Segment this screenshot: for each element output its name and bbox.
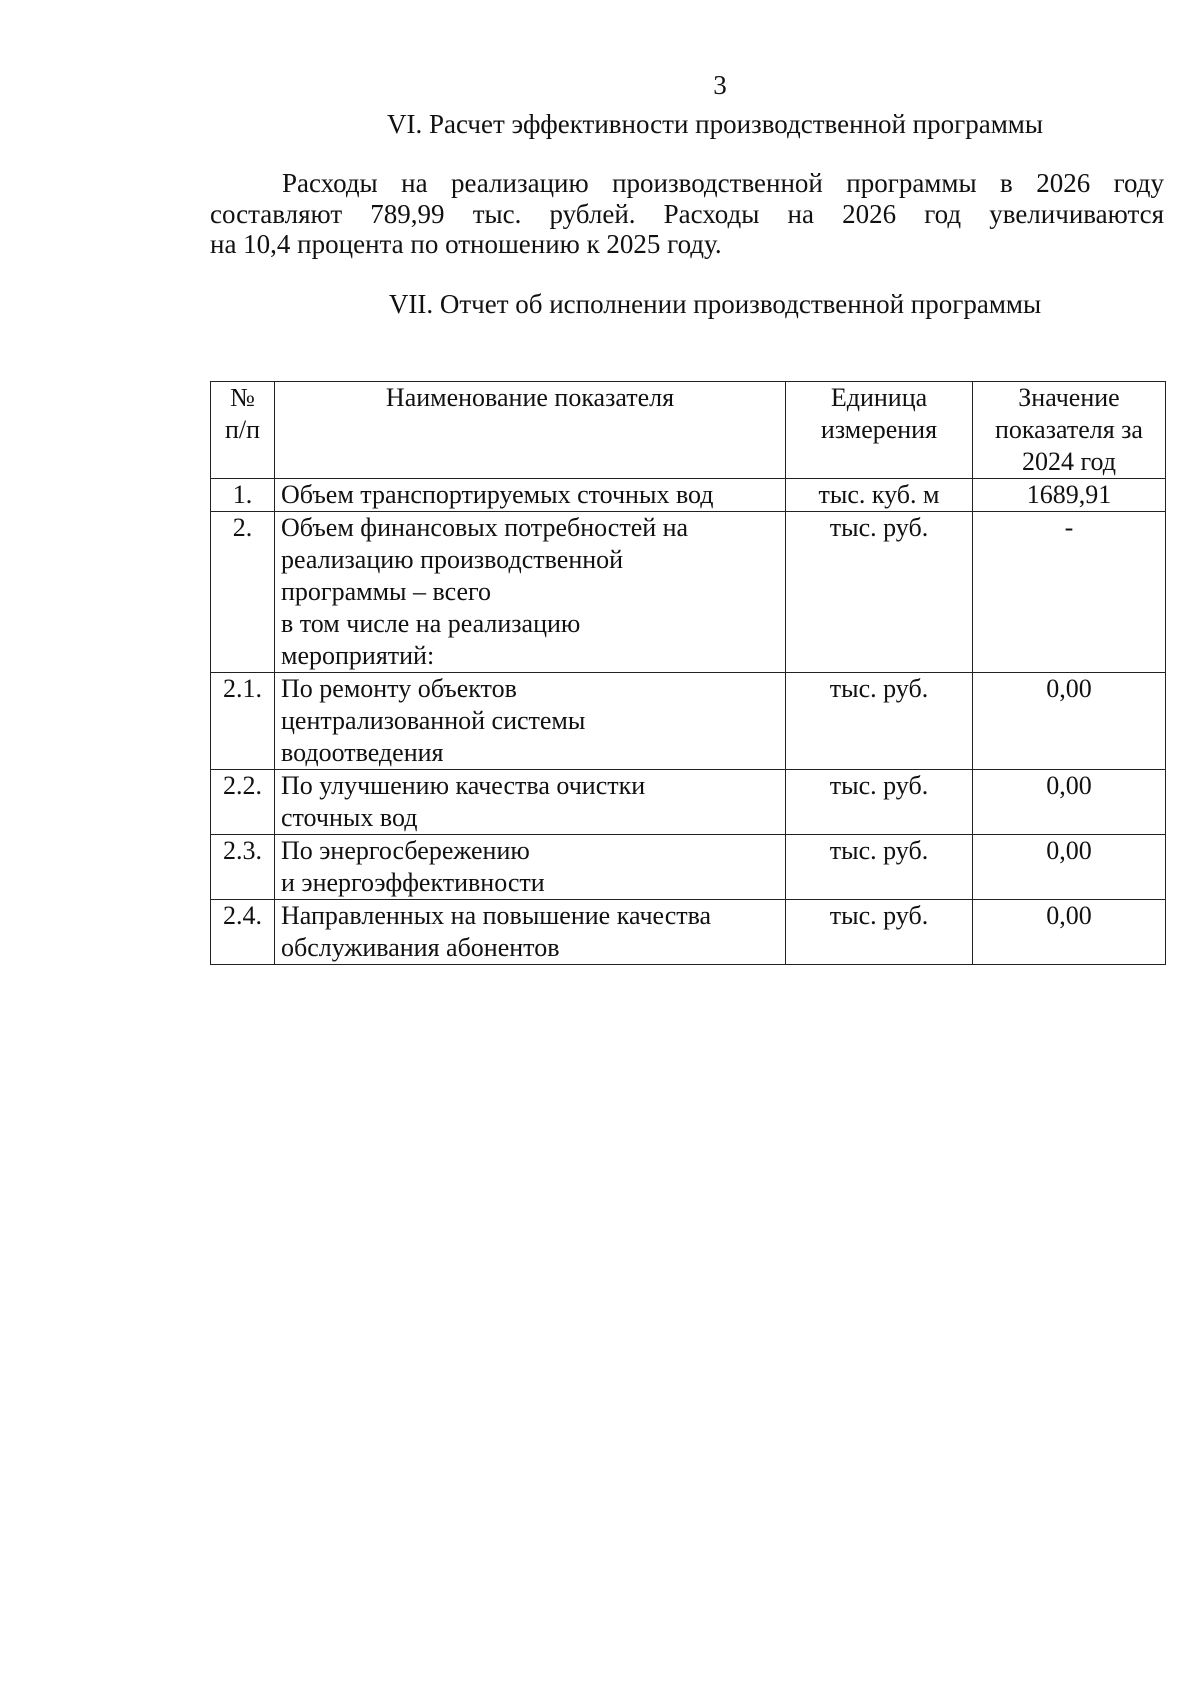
row-name: Направленных на повышение качества обслуживания абонентов: [275, 900, 786, 965]
section-7-title: VII. Отчет об исполнении производственной программы: [388, 289, 1042, 319]
row-num: 2.1.: [211, 673, 275, 770]
row-num: 1.: [211, 479, 275, 512]
row-num: 2.3.: [211, 835, 275, 900]
section-6-title: VI. Расчет эффективности производственной программы: [386, 109, 1043, 139]
row-value: 0,00: [973, 900, 1166, 965]
table-header-row: [211, 382, 1166, 479]
row-value: 0,00: [973, 770, 1166, 835]
table-row: [211, 770, 1166, 835]
row-unit: тыс. руб.: [786, 770, 973, 835]
row-name: По энергосбережению и энергоэффективности: [275, 835, 786, 900]
header-name: Наименование показателя: [275, 382, 786, 479]
row-num: 2.4.: [211, 900, 275, 965]
paragraph-line-1: Расходы на реализацию производственной программы в 2026 году: [282, 168, 1164, 198]
row-num: 2.: [211, 512, 275, 673]
row-unit: тыс. куб. м: [786, 479, 973, 512]
row-value: 0,00: [973, 673, 1166, 770]
row-name: Объем финансовых потребностей на реализацию производственной программы – всего в том числе на реализацию мероприятий:: [275, 512, 786, 673]
row-unit: тыс. руб.: [786, 835, 973, 900]
header-value: Значение показателя за 2024 год: [973, 382, 1166, 479]
row-value: 0,00: [973, 835, 1166, 900]
table-row: [211, 673, 1166, 770]
table-row: [211, 900, 1166, 965]
row-value: 1689,91: [973, 479, 1166, 512]
paragraph-line-3: на 10,4 процента по отношению к 2025 году.: [210, 229, 722, 259]
row-unit: тыс. руб.: [786, 512, 973, 673]
header-num: № п/п: [211, 382, 275, 479]
header-unit: Единица измерения: [786, 382, 973, 479]
page-number: 3: [713, 70, 727, 100]
paragraph-line-2: составляют 789,99 тыс. рублей. Расходы на 2026 год увеличиваются: [210, 198, 1164, 229]
row-name: Объем транспортируемых сточных вод: [275, 479, 786, 512]
report-table: [210, 381, 1166, 965]
row-unit: тыс. руб.: [786, 900, 973, 965]
table-row: [211, 479, 1166, 512]
row-name: По ремонту объектов централизованной системы водоотведения: [275, 673, 786, 770]
row-unit: тыс. руб.: [786, 673, 973, 770]
section-6-paragraph: [210, 168, 1164, 260]
table-row: [211, 835, 1166, 900]
row-num: 2.2.: [211, 770, 275, 835]
row-value: -: [973, 512, 1166, 673]
row-name: По улучшению качества очистки сточных вод: [275, 770, 786, 835]
table-row: [211, 512, 1166, 673]
